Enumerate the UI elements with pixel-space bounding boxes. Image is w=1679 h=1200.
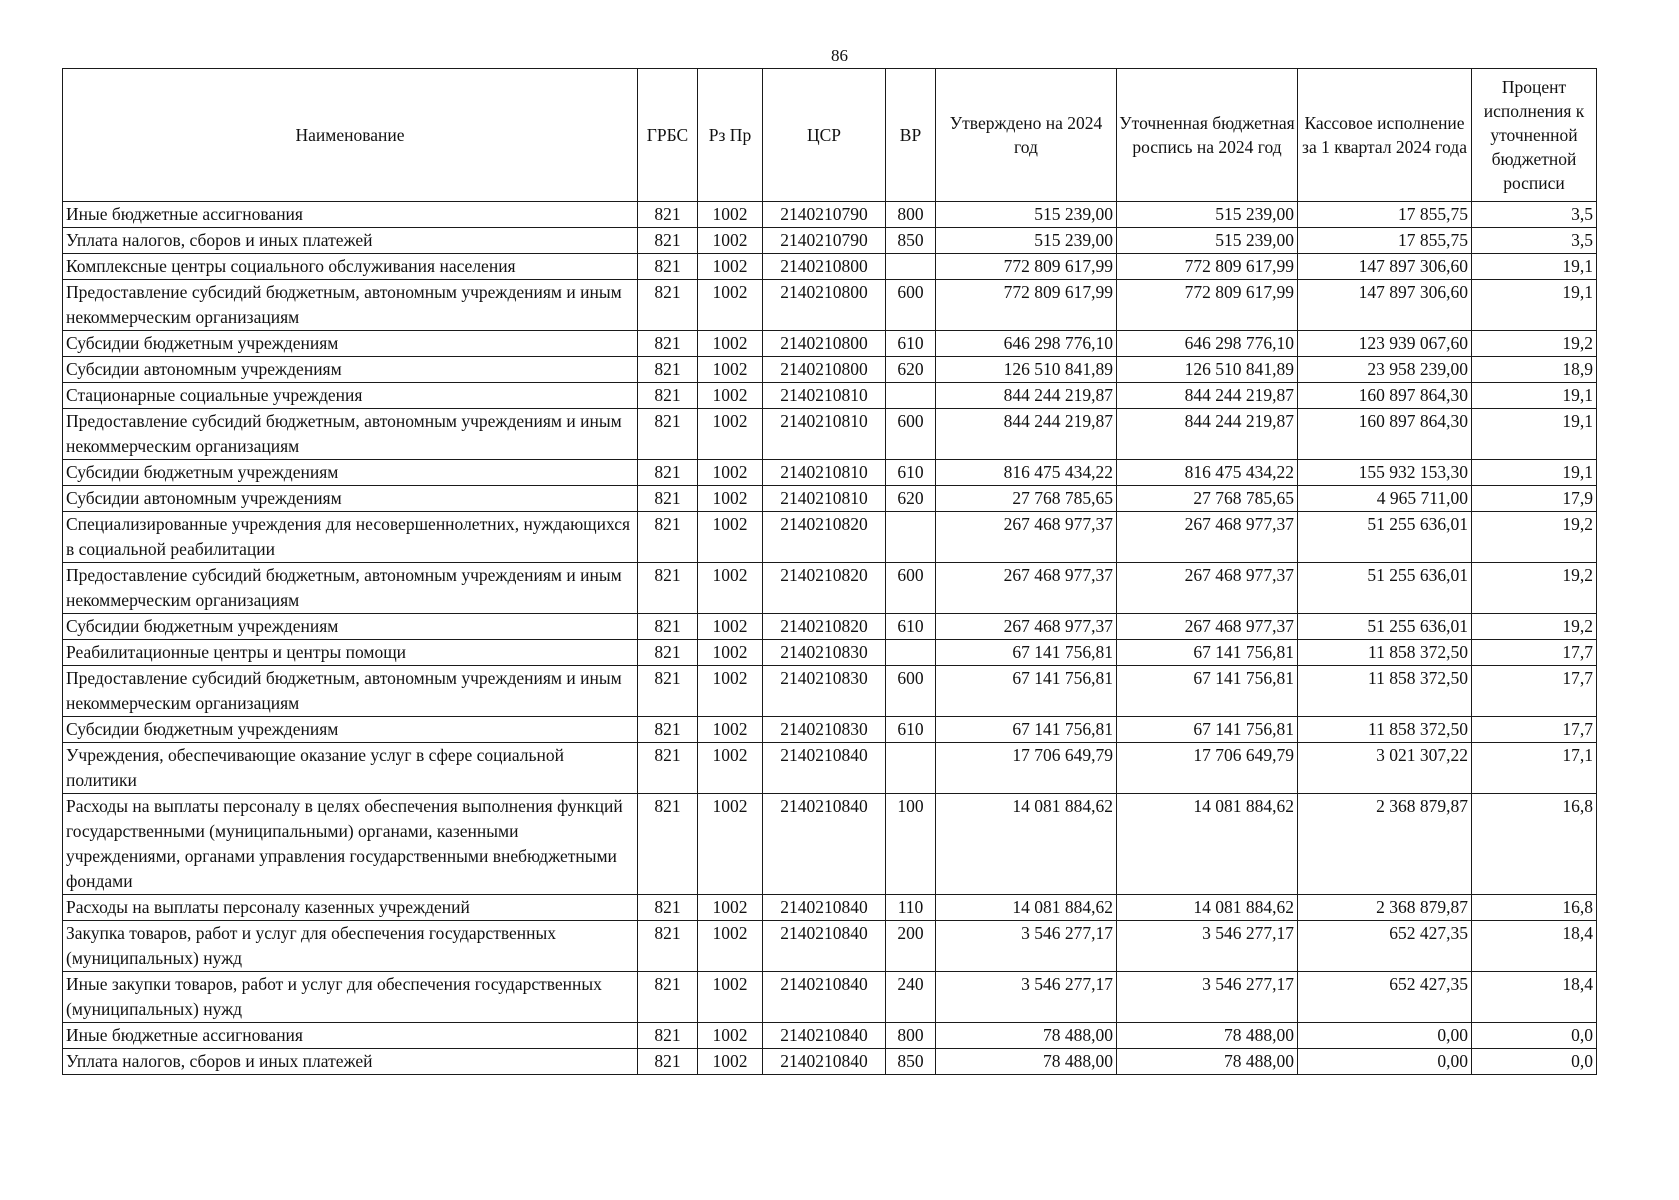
cell-csr: 2140210800 (763, 254, 886, 280)
cell-rzpr: 1002 (698, 921, 763, 972)
table-row (63, 228, 1597, 254)
cell-approved: 67 141 756,81 (936, 717, 1117, 743)
cell-vr: 600 (886, 666, 936, 717)
table-row (63, 1023, 1597, 1049)
cell-rzpr: 1002 (698, 280, 763, 331)
cell-rzpr: 1002 (698, 743, 763, 794)
cell-refined: 67 141 756,81 (1117, 666, 1298, 717)
cell-vr: 620 (886, 486, 936, 512)
cell-refined: 267 468 977,37 (1117, 563, 1298, 614)
cell-approved: 267 468 977,37 (936, 614, 1117, 640)
cell-vr (886, 254, 936, 280)
cell-grbs: 821 (638, 717, 698, 743)
cell-approved: 14 081 884,62 (936, 895, 1117, 921)
cell-refined: 772 809 617,99 (1117, 280, 1298, 331)
cell-cash: 23 958 239,00 (1298, 357, 1472, 383)
cell-csr: 2140210810 (763, 460, 886, 486)
cell-vr: 600 (886, 563, 936, 614)
cell-refined: 772 809 617,99 (1117, 254, 1298, 280)
cell-percent: 19,2 (1472, 331, 1597, 357)
cell-grbs: 821 (638, 202, 698, 228)
table-row (63, 972, 1597, 1023)
table-row (63, 1049, 1597, 1075)
table-row (63, 331, 1597, 357)
cell-name: Субсидии бюджетным учреждениям (63, 717, 638, 743)
cell-grbs: 821 (638, 1049, 698, 1075)
cell-grbs: 821 (638, 666, 698, 717)
cell-vr: 240 (886, 972, 936, 1023)
cell-rzpr: 1002 (698, 486, 763, 512)
cell-cash: 160 897 864,30 (1298, 409, 1472, 460)
table-row (63, 743, 1597, 794)
cell-refined: 67 141 756,81 (1117, 717, 1298, 743)
cell-grbs: 821 (638, 254, 698, 280)
cell-vr: 610 (886, 717, 936, 743)
cell-refined: 844 244 219,87 (1117, 409, 1298, 460)
cell-rzpr: 1002 (698, 512, 763, 563)
cell-approved: 646 298 776,10 (936, 331, 1117, 357)
cell-name: Специализированные учреждения для несовершеннолетних, нуждающихся в социальной реабилитации (63, 512, 638, 563)
cell-approved: 267 468 977,37 (936, 563, 1117, 614)
cell-vr: 600 (886, 280, 936, 331)
cell-refined: 267 468 977,37 (1117, 512, 1298, 563)
cell-rzpr: 1002 (698, 460, 763, 486)
cell-approved: 67 141 756,81 (936, 640, 1117, 666)
cell-percent: 19,1 (1472, 460, 1597, 486)
cell-csr: 2140210830 (763, 640, 886, 666)
cell-cash: 147 897 306,60 (1298, 280, 1472, 331)
cell-refined: 126 510 841,89 (1117, 357, 1298, 383)
cell-rzpr: 1002 (698, 666, 763, 717)
cell-name: Реабилитационные центры и центры помощи (63, 640, 638, 666)
table-row (63, 383, 1597, 409)
header-approved: Утверждено на 2024 год (936, 69, 1117, 202)
cell-rzpr: 1002 (698, 1023, 763, 1049)
cell-cash: 51 255 636,01 (1298, 614, 1472, 640)
cell-csr: 2140210830 (763, 666, 886, 717)
cell-refined: 27 768 785,65 (1117, 486, 1298, 512)
cell-approved: 772 809 617,99 (936, 280, 1117, 331)
cell-percent: 19,2 (1472, 563, 1597, 614)
table-row (63, 486, 1597, 512)
cell-cash: 51 255 636,01 (1298, 563, 1472, 614)
cell-csr: 2140210800 (763, 331, 886, 357)
header-percent: Процент исполнения к уточненной бюджетной росписи (1472, 69, 1597, 202)
header-refined: Уточненная бюджетная роспись на 2024 год (1117, 69, 1298, 202)
cell-refined: 646 298 776,10 (1117, 331, 1298, 357)
cell-percent: 19,2 (1472, 614, 1597, 640)
cell-cash: 2 368 879,87 (1298, 895, 1472, 921)
table-row (63, 895, 1597, 921)
cell-cash: 17 855,75 (1298, 202, 1472, 228)
cell-grbs: 821 (638, 972, 698, 1023)
cell-vr: 110 (886, 895, 936, 921)
cell-rzpr: 1002 (698, 972, 763, 1023)
cell-approved: 17 706 649,79 (936, 743, 1117, 794)
cell-percent: 0,0 (1472, 1049, 1597, 1075)
cell-cash: 652 427,35 (1298, 921, 1472, 972)
cell-percent: 17,7 (1472, 640, 1597, 666)
cell-refined: 515 239,00 (1117, 202, 1298, 228)
cell-grbs: 821 (638, 614, 698, 640)
cell-refined: 14 081 884,62 (1117, 794, 1298, 895)
cell-name: Иные бюджетные ассигнования (63, 202, 638, 228)
cell-grbs: 821 (638, 331, 698, 357)
cell-percent: 19,1 (1472, 254, 1597, 280)
cell-vr (886, 640, 936, 666)
cell-approved: 27 768 785,65 (936, 486, 1117, 512)
cell-rzpr: 1002 (698, 614, 763, 640)
table-body (63, 202, 1597, 1075)
cell-percent: 18,4 (1472, 972, 1597, 1023)
cell-csr: 2140210820 (763, 512, 886, 563)
cell-approved: 515 239,00 (936, 228, 1117, 254)
cell-vr: 610 (886, 614, 936, 640)
cell-percent: 18,4 (1472, 921, 1597, 972)
cell-percent: 16,8 (1472, 895, 1597, 921)
cell-grbs: 821 (638, 383, 698, 409)
cell-approved: 3 546 277,17 (936, 972, 1117, 1023)
cell-percent: 19,1 (1472, 383, 1597, 409)
cell-vr: 850 (886, 228, 936, 254)
table-row (63, 280, 1597, 331)
cell-name: Расходы на выплаты персоналу в целях обеспечения выполнения функций государственными (муниципальными) органами, казенными учреждениями, органами управления государственными внебюджетными фондами (63, 794, 638, 895)
cell-percent: 17,1 (1472, 743, 1597, 794)
cell-name: Комплексные центры социального обслуживания населения (63, 254, 638, 280)
cell-rzpr: 1002 (698, 357, 763, 383)
cell-vr: 620 (886, 357, 936, 383)
cell-csr: 2140210800 (763, 357, 886, 383)
cell-approved: 3 546 277,17 (936, 921, 1117, 972)
cell-rzpr: 1002 (698, 640, 763, 666)
cell-approved: 78 488,00 (936, 1049, 1117, 1075)
cell-csr: 2140210810 (763, 409, 886, 460)
cell-name: Иные закупки товаров, работ и услуг для обеспечения государственных (муниципальных) нужд (63, 972, 638, 1023)
cell-percent: 16,8 (1472, 794, 1597, 895)
cell-vr: 610 (886, 460, 936, 486)
cell-refined: 17 706 649,79 (1117, 743, 1298, 794)
cell-refined: 3 546 277,17 (1117, 972, 1298, 1023)
cell-vr: 800 (886, 202, 936, 228)
header-cash: Кассовое исполнение за 1 квартал 2024 года (1298, 69, 1472, 202)
cell-csr: 2140210820 (763, 563, 886, 614)
cell-grbs: 821 (638, 743, 698, 794)
cell-rzpr: 1002 (698, 228, 763, 254)
cell-name: Предоставление субсидий бюджетным, автономным учреждениям и иным некоммерческим организациям (63, 280, 638, 331)
cell-rzpr: 1002 (698, 794, 763, 895)
cell-cash: 0,00 (1298, 1023, 1472, 1049)
cell-approved: 126 510 841,89 (936, 357, 1117, 383)
cell-cash: 3 021 307,22 (1298, 743, 1472, 794)
cell-csr: 2140210840 (763, 972, 886, 1023)
cell-refined: 816 475 434,22 (1117, 460, 1298, 486)
cell-refined: 78 488,00 (1117, 1023, 1298, 1049)
cell-name: Иные бюджетные ассигнования (63, 1023, 638, 1049)
cell-percent: 17,7 (1472, 666, 1597, 717)
cell-approved: 515 239,00 (936, 202, 1117, 228)
header-name: Наименование (63, 69, 638, 202)
cell-csr: 2140210840 (763, 1049, 886, 1075)
cell-grbs: 821 (638, 794, 698, 895)
header-grbs: ГРБС (638, 69, 698, 202)
cell-cash: 0,00 (1298, 1049, 1472, 1075)
table-row (63, 512, 1597, 563)
cell-refined: 515 239,00 (1117, 228, 1298, 254)
cell-refined: 14 081 884,62 (1117, 895, 1298, 921)
cell-approved: 78 488,00 (936, 1023, 1117, 1049)
cell-approved: 67 141 756,81 (936, 666, 1117, 717)
cell-name: Предоставление субсидий бюджетным, автономным учреждениям и иным некоммерческим организациям (63, 409, 638, 460)
cell-percent: 19,1 (1472, 280, 1597, 331)
cell-grbs: 821 (638, 280, 698, 331)
cell-rzpr: 1002 (698, 331, 763, 357)
cell-name: Учреждения, обеспечивающие оказание услуг в сфере социальной политики (63, 743, 638, 794)
cell-percent: 0,0 (1472, 1023, 1597, 1049)
cell-csr: 2140210810 (763, 383, 886, 409)
cell-cash: 11 858 372,50 (1298, 640, 1472, 666)
cell-name: Уплата налогов, сборов и иных платежей (63, 228, 638, 254)
cell-csr: 2140210790 (763, 228, 886, 254)
cell-approved: 14 081 884,62 (936, 794, 1117, 895)
cell-rzpr: 1002 (698, 202, 763, 228)
cell-cash: 652 427,35 (1298, 972, 1472, 1023)
cell-csr: 2140210830 (763, 717, 886, 743)
cell-csr: 2140210820 (763, 614, 886, 640)
table-row (63, 563, 1597, 614)
cell-grbs: 821 (638, 460, 698, 486)
cell-cash: 51 255 636,01 (1298, 512, 1472, 563)
cell-percent: 3,5 (1472, 228, 1597, 254)
cell-name: Предоставление субсидий бюджетным, автономным учреждениям и иным некоммерческим организациям (63, 666, 638, 717)
header-rzpr: Рз Пр (698, 69, 763, 202)
cell-grbs: 821 (638, 228, 698, 254)
cell-cash: 11 858 372,50 (1298, 666, 1472, 717)
cell-csr: 2140210840 (763, 895, 886, 921)
cell-percent: 19,1 (1472, 409, 1597, 460)
cell-approved: 844 244 219,87 (936, 383, 1117, 409)
cell-grbs: 821 (638, 921, 698, 972)
table-row (63, 666, 1597, 717)
cell-name: Расходы на выплаты персоналу казенных учреждений (63, 895, 638, 921)
cell-cash: 160 897 864,30 (1298, 383, 1472, 409)
cell-vr: 100 (886, 794, 936, 895)
cell-csr: 2140210810 (763, 486, 886, 512)
cell-cash: 123 939 067,60 (1298, 331, 1472, 357)
cell-cash: 11 858 372,50 (1298, 717, 1472, 743)
table-header-row (63, 69, 1597, 202)
cell-vr (886, 512, 936, 563)
table-row (63, 717, 1597, 743)
table-row (63, 614, 1597, 640)
cell-rzpr: 1002 (698, 1049, 763, 1075)
cell-grbs: 821 (638, 640, 698, 666)
cell-refined: 267 468 977,37 (1117, 614, 1298, 640)
cell-csr: 2140210800 (763, 280, 886, 331)
cell-rzpr: 1002 (698, 563, 763, 614)
cell-grbs: 821 (638, 486, 698, 512)
table-row (63, 460, 1597, 486)
cell-approved: 816 475 434,22 (936, 460, 1117, 486)
cell-grbs: 821 (638, 563, 698, 614)
cell-vr: 600 (886, 409, 936, 460)
cell-name: Стационарные социальные учреждения (63, 383, 638, 409)
cell-grbs: 821 (638, 357, 698, 383)
cell-name: Предоставление субсидий бюджетным, автономным учреждениям и иным некоммерческим организациям (63, 563, 638, 614)
cell-vr (886, 743, 936, 794)
cell-approved: 267 468 977,37 (936, 512, 1117, 563)
table-row (63, 254, 1597, 280)
cell-cash: 2 368 879,87 (1298, 794, 1472, 895)
cell-grbs: 821 (638, 512, 698, 563)
page-number: 86 (831, 46, 848, 65)
cell-name: Субсидии бюджетным учреждениям (63, 331, 638, 357)
cell-rzpr: 1002 (698, 717, 763, 743)
cell-vr: 610 (886, 331, 936, 357)
cell-percent: 17,7 (1472, 717, 1597, 743)
cell-percent: 3,5 (1472, 202, 1597, 228)
cell-name: Субсидии автономным учреждениям (63, 357, 638, 383)
cell-name: Уплата налогов, сборов и иных платежей (63, 1049, 638, 1075)
cell-rzpr: 1002 (698, 895, 763, 921)
cell-cash: 17 855,75 (1298, 228, 1472, 254)
cell-rzpr: 1002 (698, 254, 763, 280)
budget-execution-table (62, 68, 1597, 1075)
cell-approved: 772 809 617,99 (936, 254, 1117, 280)
cell-refined: 3 546 277,17 (1117, 921, 1298, 972)
cell-vr: 800 (886, 1023, 936, 1049)
table-row (63, 794, 1597, 895)
table-row (63, 202, 1597, 228)
table-row (63, 409, 1597, 460)
cell-grbs: 821 (638, 895, 698, 921)
cell-name: Субсидии бюджетным учреждениям (63, 460, 638, 486)
cell-refined: 67 141 756,81 (1117, 640, 1298, 666)
cell-csr: 2140210840 (763, 921, 886, 972)
cell-percent: 19,2 (1472, 512, 1597, 563)
table-row (63, 357, 1597, 383)
header-vr: ВР (886, 69, 936, 202)
cell-csr: 2140210840 (763, 1023, 886, 1049)
cell-rzpr: 1002 (698, 409, 763, 460)
table-row (63, 640, 1597, 666)
cell-rzpr: 1002 (698, 383, 763, 409)
cell-cash: 155 932 153,30 (1298, 460, 1472, 486)
cell-cash: 4 965 711,00 (1298, 486, 1472, 512)
cell-vr: 850 (886, 1049, 936, 1075)
cell-approved: 844 244 219,87 (936, 409, 1117, 460)
cell-grbs: 821 (638, 409, 698, 460)
cell-name: Субсидии бюджетным учреждениям (63, 614, 638, 640)
cell-vr: 200 (886, 921, 936, 972)
cell-refined: 78 488,00 (1117, 1049, 1298, 1075)
header-csr: ЦСР (763, 69, 886, 202)
cell-csr: 2140210790 (763, 202, 886, 228)
cell-cash: 147 897 306,60 (1298, 254, 1472, 280)
cell-percent: 17,9 (1472, 486, 1597, 512)
table-row (63, 921, 1597, 972)
cell-name: Закупка товаров, работ и услуг для обеспечения государственных (муниципальных) нужд (63, 921, 638, 972)
cell-grbs: 821 (638, 1023, 698, 1049)
cell-percent: 18,9 (1472, 357, 1597, 383)
cell-refined: 844 244 219,87 (1117, 383, 1298, 409)
cell-vr (886, 383, 936, 409)
cell-name: Субсидии автономным учреждениям (63, 486, 638, 512)
cell-csr: 2140210840 (763, 743, 886, 794)
cell-csr: 2140210840 (763, 794, 886, 895)
